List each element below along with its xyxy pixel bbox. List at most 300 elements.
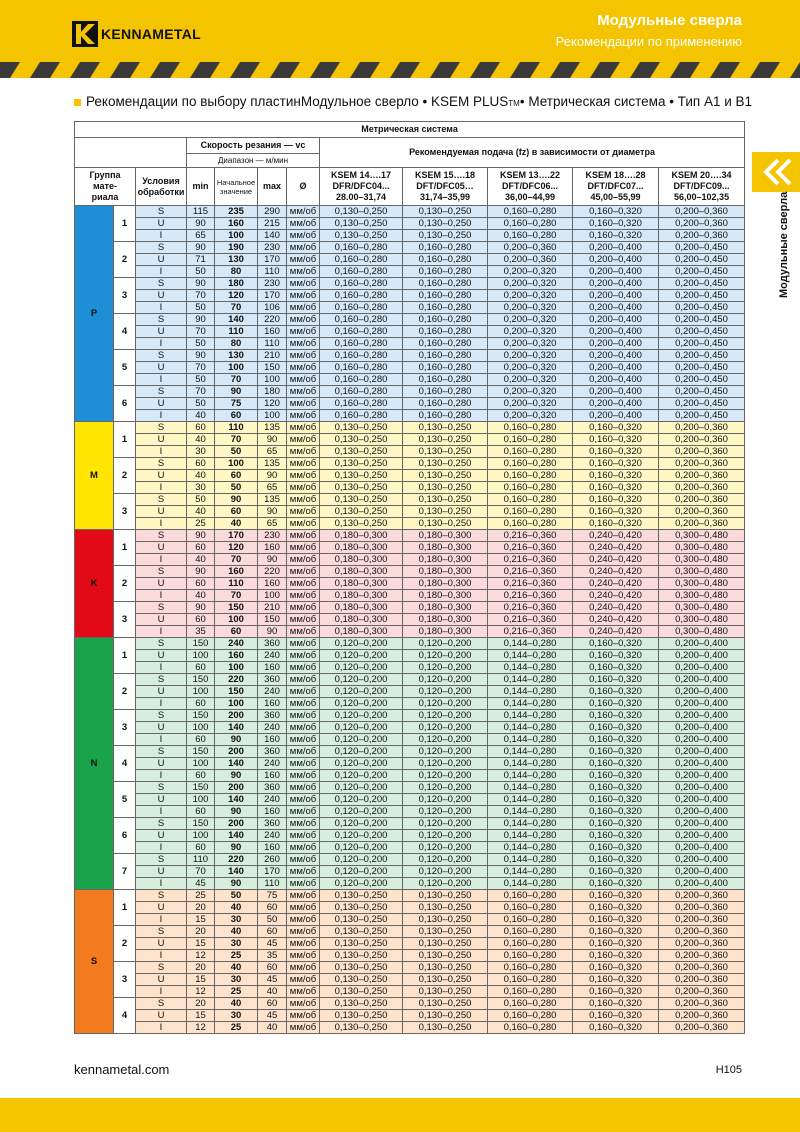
vc-min-cell: 12 <box>187 986 215 998</box>
feed-cell: 0,160–0,280 <box>488 518 573 530</box>
unit-cell: мм/об <box>287 554 320 566</box>
feed-cell: 0,130–0,250 <box>320 890 403 902</box>
feed-cell: 0,130–0,250 <box>403 914 488 926</box>
feed-cell: 0,240–0,420 <box>573 626 659 638</box>
diameter-range-1-header: KSEM 14….17 DFR/DFC04... 28.00–31,74 <box>320 168 403 206</box>
table-row <box>75 974 745 986</box>
feed-cell: 0,160–0,320 <box>573 782 659 794</box>
vc-start-cell: 90 <box>215 386 258 398</box>
feed-cell: 0,216–0,360 <box>488 566 573 578</box>
vc-max-cell: 100 <box>258 374 287 386</box>
vc-min-cell: 20 <box>187 998 215 1010</box>
unit-cell: мм/об <box>287 950 320 962</box>
vc-min-cell: 150 <box>187 782 215 794</box>
feed-cell: 0,200–0,400 <box>573 266 659 278</box>
feed-cell: 0,160–0,320 <box>573 1010 659 1022</box>
condition-cell: I <box>136 230 187 242</box>
feed-cell: 0,160–0,280 <box>488 230 573 242</box>
condition-cell: I <box>136 662 187 674</box>
condition-cell: S <box>136 530 187 542</box>
feed-cell: 0,200–0,320 <box>488 326 573 338</box>
feed-cell: 0,130–0,250 <box>403 974 488 986</box>
table-row <box>75 866 745 878</box>
unit-cell: мм/об <box>287 914 320 926</box>
condition-cell: U <box>136 758 187 770</box>
feed-cell: 0,130–0,250 <box>403 446 488 458</box>
vc-max-cell: 110 <box>258 266 287 278</box>
condition-cell: I <box>136 410 187 422</box>
vc-start-cell: 200 <box>215 818 258 830</box>
vc-start-cell: 100 <box>215 614 258 626</box>
vc-min-cell: 70 <box>187 866 215 878</box>
feed-cell: 0,160–0,280 <box>488 926 573 938</box>
feed-cell: 0,130–0,250 <box>403 494 488 506</box>
trademark: TM <box>508 99 520 108</box>
vc-min-cell: 30 <box>187 482 215 494</box>
feed-cell: 0,120–0,200 <box>320 722 403 734</box>
feed-cell: 0,160–0,280 <box>403 290 488 302</box>
vc-min-cell: 70 <box>187 362 215 374</box>
feed-cell: 0,160–0,280 <box>488 998 573 1010</box>
feed-cell: 0,130–0,250 <box>320 218 403 230</box>
vc-min-cell: 60 <box>187 770 215 782</box>
kennametal-logo[interactable] <box>72 18 201 50</box>
diameter-range-2-header: KSEM 15….18 DFT/DFC05… 31,74–35,99 <box>403 168 488 206</box>
header-stripes <box>0 62 800 78</box>
feed-cell: 0,200–0,320 <box>488 302 573 314</box>
unit-cell: мм/об <box>287 566 320 578</box>
feed-cell: 0,180–0,300 <box>403 554 488 566</box>
condition-cell: S <box>136 566 187 578</box>
feed-cell: 0,120–0,200 <box>320 830 403 842</box>
table-row <box>75 698 745 710</box>
chevron-left-icon <box>758 158 798 186</box>
vc-max-cell: 215 <box>258 218 287 230</box>
feed-cell: 0,160–0,320 <box>573 482 659 494</box>
feed-cell: 0,144–0,280 <box>488 842 573 854</box>
vc-max-cell: 220 <box>258 314 287 326</box>
vc-min-cell: 20 <box>187 902 215 914</box>
vc-max-cell: 110 <box>258 338 287 350</box>
unit-cell: мм/об <box>287 962 320 974</box>
feed-cell: 0,160–0,320 <box>573 842 659 854</box>
feed-cell: 0,160–0,280 <box>320 410 403 422</box>
feed-cell: 0,130–0,250 <box>403 518 488 530</box>
feed-cell: 0,180–0,300 <box>320 590 403 602</box>
unit-cell: мм/об <box>287 686 320 698</box>
feed-cell: 0,160–0,280 <box>488 1022 573 1034</box>
feed-cell: 0,160–0,320 <box>573 518 659 530</box>
feed-cell: 0,120–0,200 <box>320 758 403 770</box>
feed-cell: 0,240–0,420 <box>573 602 659 614</box>
feed-cell: 0,120–0,200 <box>320 638 403 650</box>
feed-cell: 0,200–0,360 <box>659 482 745 494</box>
feed-cell: 0,120–0,200 <box>403 782 488 794</box>
unit-cell: мм/об <box>287 866 320 878</box>
feed-cell: 0,200–0,320 <box>488 386 573 398</box>
feed-cell: 0,130–0,250 <box>320 458 403 470</box>
feed-cell: 0,200–0,360 <box>659 986 745 998</box>
feed-cell: 0,120–0,200 <box>403 674 488 686</box>
feed-cell: 0,200–0,450 <box>659 326 745 338</box>
feed-cell: 0,240–0,420 <box>573 530 659 542</box>
feed-cell: 0,160–0,280 <box>488 506 573 518</box>
unit-cell: мм/об <box>287 926 320 938</box>
vc-max-cell: 170 <box>258 254 287 266</box>
vc-start-cell: 240 <box>215 638 258 650</box>
feed-cell: 0,160–0,320 <box>573 722 659 734</box>
feed-cell: 0,200–0,360 <box>659 938 745 950</box>
vc-min-cell: 50 <box>187 338 215 350</box>
feed-cell: 0,200–0,400 <box>659 710 745 722</box>
feed-cell: 0,160–0,320 <box>573 650 659 662</box>
feed-cell: 0,160–0,280 <box>488 458 573 470</box>
vc-max-cell: 210 <box>258 350 287 362</box>
feed-cell: 0,160–0,320 <box>573 974 659 986</box>
condition-cell: U <box>136 434 187 446</box>
footer-url[interactable]: kennametal.com <box>74 1062 170 1077</box>
condition-cell: U <box>136 218 187 230</box>
vc-start-cell: 50 <box>215 482 258 494</box>
vc-max-cell: 170 <box>258 866 287 878</box>
feed-cell: 0,200–0,450 <box>659 302 745 314</box>
feed-cell: 0,200–0,320 <box>488 314 573 326</box>
condition-cell: I <box>136 878 187 890</box>
vc-start-cell: 25 <box>215 950 258 962</box>
vc-max-cell: 65 <box>258 518 287 530</box>
feed-cell: 0,160–0,280 <box>320 398 403 410</box>
unit-cell: мм/об <box>287 542 320 554</box>
feed-cell: 0,200–0,400 <box>573 374 659 386</box>
vc-max-cell: 110 <box>258 878 287 890</box>
table-row <box>75 482 745 494</box>
feed-cell: 0,160–0,280 <box>403 266 488 278</box>
table-row <box>75 206 745 218</box>
feed-cell: 0,130–0,250 <box>320 506 403 518</box>
condition-cell: S <box>136 782 187 794</box>
feed-cell: 0,180–0,300 <box>403 602 488 614</box>
feed-cell: 0,216–0,360 <box>488 602 573 614</box>
vc-start-cell: 170 <box>215 530 258 542</box>
vc-max-cell: 90 <box>258 470 287 482</box>
section-bullet-icon <box>74 99 81 106</box>
feed-cell: 0,160–0,320 <box>573 878 659 890</box>
feed-cell: 0,200–0,320 <box>488 338 573 350</box>
feed-cell: 0,120–0,200 <box>403 806 488 818</box>
feed-cell: 0,130–0,250 <box>320 206 403 218</box>
feed-cell: 0,160–0,320 <box>573 734 659 746</box>
table-row <box>75 746 745 758</box>
vc-start-cell: 90 <box>215 734 258 746</box>
vc-start-cell: 40 <box>215 518 258 530</box>
feed-cell: 0,180–0,300 <box>403 530 488 542</box>
feed-cell: 0,200–0,400 <box>659 698 745 710</box>
feed-cell: 0,130–0,250 <box>403 902 488 914</box>
vc-start-cell: 60 <box>215 626 258 638</box>
feed-cell: 0,160–0,280 <box>403 410 488 422</box>
condition-cell: U <box>136 470 187 482</box>
feed-cell: 0,130–0,250 <box>320 482 403 494</box>
condition-cell: I <box>136 518 187 530</box>
feed-cell: 0,160–0,280 <box>320 242 403 254</box>
feed-cell: 0,160–0,320 <box>573 206 659 218</box>
feed-cell: 0,130–0,250 <box>320 494 403 506</box>
condition-cell: S <box>136 710 187 722</box>
group-header <box>75 168 136 206</box>
feed-cell: 0,130–0,250 <box>320 950 403 962</box>
unit-cell: мм/об <box>287 458 320 470</box>
feed-cell: 0,120–0,200 <box>403 686 488 698</box>
feed-cell: 0,200–0,450 <box>659 410 745 422</box>
vc-min-cell: 50 <box>187 266 215 278</box>
feed-cell: 0,160–0,280 <box>403 362 488 374</box>
diameter-header: Ø <box>287 168 320 206</box>
vc-min-cell: 35 <box>187 626 215 638</box>
unit-cell: мм/об <box>287 986 320 998</box>
vc-min-cell: 150 <box>187 818 215 830</box>
material-subgroup-cell: 5 <box>114 782 136 818</box>
feed-cell: 0,200–0,400 <box>659 794 745 806</box>
vc-max-cell: 135 <box>258 422 287 434</box>
feed-cell: 0,160–0,320 <box>573 818 659 830</box>
condition-cell: U <box>136 938 187 950</box>
table-row <box>75 458 745 470</box>
feed-cell: 0,160–0,320 <box>573 962 659 974</box>
table-row <box>75 374 745 386</box>
vc-start-cell: 200 <box>215 782 258 794</box>
feed-cell: 0,130–0,250 <box>403 938 488 950</box>
vc-start-cell: 180 <box>215 278 258 290</box>
vc-max-cell: 360 <box>258 638 287 650</box>
condition-cell: I <box>136 806 187 818</box>
feed-cell: 0,144–0,280 <box>488 770 573 782</box>
feed-cell: 0,130–0,250 <box>320 446 403 458</box>
vc-max-cell: 160 <box>258 698 287 710</box>
condition-cell: U <box>136 830 187 842</box>
feed-cell: 0,200–0,400 <box>659 662 745 674</box>
unit-cell: мм/об <box>287 254 320 266</box>
vc-min-cell: 50 <box>187 494 215 506</box>
vc-min-cell: 45 <box>187 878 215 890</box>
feed-cell: 0,160–0,280 <box>488 422 573 434</box>
feed-cell: 0,200–0,360 <box>659 446 745 458</box>
feed-cell: 0,160–0,280 <box>403 398 488 410</box>
feed-cell: 0,180–0,300 <box>320 614 403 626</box>
vc-min-cell: 40 <box>187 590 215 602</box>
condition-cell: S <box>136 674 187 686</box>
feed-cell: 0,200–0,360 <box>659 902 745 914</box>
material-subgroup-cell: 4 <box>114 314 136 350</box>
feed-cell: 0,200–0,360 <box>659 218 745 230</box>
feed-cell: 0,200–0,400 <box>659 638 745 650</box>
feed-cell: 0,200–0,400 <box>573 254 659 266</box>
condition-cell: S <box>136 422 187 434</box>
material-subgroup-cell: 3 <box>114 278 136 314</box>
feed-cell: 0,130–0,250 <box>403 230 488 242</box>
material-subgroup-cell: 2 <box>114 674 136 710</box>
vc-start-cell: 190 <box>215 242 258 254</box>
vc-max-cell: 160 <box>258 578 287 590</box>
table-row <box>75 554 745 566</box>
unit-cell: мм/об <box>287 602 320 614</box>
feed-cell: 0,130–0,250 <box>403 206 488 218</box>
vc-min-cell: 40 <box>187 554 215 566</box>
feed-cell: 0,180–0,300 <box>403 626 488 638</box>
vc-min-cell: 50 <box>187 374 215 386</box>
vc-min-cell: 15 <box>187 974 215 986</box>
feed-cell: 0,200–0,400 <box>659 842 745 854</box>
unit-cell: мм/об <box>287 206 320 218</box>
feed-cell: 0,180–0,300 <box>320 554 403 566</box>
vc-max-cell: 106 <box>258 302 287 314</box>
feed-cell: 0,200–0,400 <box>573 302 659 314</box>
vc-max-cell: 180 <box>258 386 287 398</box>
table-row <box>75 446 745 458</box>
feed-header: Рекомендуемая подача (fz) в зависимости от диаметра <box>320 138 745 168</box>
feed-cell: 0,200–0,400 <box>573 278 659 290</box>
vc-min-cell: 90 <box>187 242 215 254</box>
condition-cell: S <box>136 998 187 1010</box>
vc-start-cell: 120 <box>215 290 258 302</box>
feed-cell: 0,160–0,280 <box>320 362 403 374</box>
feed-cell: 0,200–0,450 <box>659 278 745 290</box>
vc-max-cell: 65 <box>258 446 287 458</box>
feed-cell: 0,120–0,200 <box>403 734 488 746</box>
condition-cell: S <box>136 818 187 830</box>
feed-cell: 0,200–0,320 <box>488 266 573 278</box>
feed-cell: 0,160–0,280 <box>320 350 403 362</box>
condition-cell: I <box>136 770 187 782</box>
feed-cell: 0,160–0,280 <box>403 338 488 350</box>
table-row <box>75 290 745 302</box>
vc-start-cell: 120 <box>215 542 258 554</box>
feed-cell: 0,200–0,400 <box>573 362 659 374</box>
feed-cell: 0,200–0,360 <box>659 506 745 518</box>
unit-cell: мм/об <box>287 446 320 458</box>
unit-cell: мм/об <box>287 698 320 710</box>
vc-start-cell: 60 <box>215 470 258 482</box>
feed-cell: 0,144–0,280 <box>488 854 573 866</box>
vc-max-cell: 240 <box>258 722 287 734</box>
vc-max-cell: 290 <box>258 206 287 218</box>
unit-cell: мм/об <box>287 590 320 602</box>
feed-cell: 0,160–0,320 <box>573 950 659 962</box>
table-row <box>75 230 745 242</box>
feed-cell: 0,160–0,280 <box>320 302 403 314</box>
page-title: Модульные сверла <box>597 12 742 29</box>
feed-cell: 0,120–0,200 <box>403 878 488 890</box>
feed-cell: 0,200–0,360 <box>659 1010 745 1022</box>
feed-cell: 0,160–0,280 <box>320 386 403 398</box>
unit-cell: мм/об <box>287 362 320 374</box>
feed-cell: 0,160–0,320 <box>573 422 659 434</box>
feed-cell: 0,120–0,200 <box>320 686 403 698</box>
side-tab[interactable] <box>752 152 800 192</box>
table-row <box>75 314 745 326</box>
feed-cell: 0,130–0,250 <box>403 962 488 974</box>
feed-cell: 0,144–0,280 <box>488 866 573 878</box>
vc-min-cell: 90 <box>187 602 215 614</box>
vc-start-cell: 140 <box>215 314 258 326</box>
feed-cell: 0,200–0,360 <box>659 494 745 506</box>
feed-cell: 0,160–0,320 <box>573 662 659 674</box>
feed-cell: 0,200–0,400 <box>573 398 659 410</box>
unit-cell: мм/об <box>287 266 320 278</box>
vc-start-cell: 90 <box>215 842 258 854</box>
vc-min-cell: 20 <box>187 962 215 974</box>
unit-cell: мм/об <box>287 470 320 482</box>
vc-start-cell: 70 <box>215 374 258 386</box>
unit-cell: мм/об <box>287 1022 320 1034</box>
vc-min-cell: 100 <box>187 794 215 806</box>
vc-min-cell: 100 <box>187 686 215 698</box>
conditions-header-text: Условия обработки <box>137 175 185 197</box>
condition-cell: I <box>136 374 187 386</box>
feed-cell: 0,240–0,420 <box>573 578 659 590</box>
feed-cell: 0,240–0,420 <box>573 542 659 554</box>
condition-cell: I <box>136 626 187 638</box>
feed-cell: 0,160–0,280 <box>403 386 488 398</box>
table-row <box>75 734 745 746</box>
table-row <box>75 566 745 578</box>
table-row <box>75 626 745 638</box>
feed-cell: 0,200–0,320 <box>488 374 573 386</box>
condition-cell: I <box>136 986 187 998</box>
feed-cell: 0,200–0,360 <box>659 470 745 482</box>
table-row <box>75 890 745 902</box>
condition-cell: I <box>136 482 187 494</box>
feed-cell: 0,200–0,400 <box>659 650 745 662</box>
material-subgroup-cell: 1 <box>114 422 136 458</box>
table-row <box>75 662 745 674</box>
unit-cell: мм/об <box>287 218 320 230</box>
feed-cell: 0,120–0,200 <box>403 854 488 866</box>
vc-min-cell: 71 <box>187 254 215 266</box>
vc-max-cell: 160 <box>258 734 287 746</box>
feed-cell: 0,130–0,250 <box>320 470 403 482</box>
condition-cell: U <box>136 866 187 878</box>
vc-start-cell: 80 <box>215 266 258 278</box>
vc-start-cell: 235 <box>215 206 258 218</box>
material-subgroup-cell: 3 <box>114 962 136 998</box>
system-header: Метрическая система <box>75 122 745 138</box>
feed-cell: 0,160–0,320 <box>573 686 659 698</box>
feed-cell: 0,200–0,400 <box>659 674 745 686</box>
condition-cell: S <box>136 206 187 218</box>
feed-cell: 0,144–0,280 <box>488 734 573 746</box>
vc-max-cell: 240 <box>258 794 287 806</box>
feed-cell: 0,130–0,250 <box>403 890 488 902</box>
feed-cell: 0,200–0,450 <box>659 242 745 254</box>
vc-min-cell: 60 <box>187 458 215 470</box>
material-subgroup-cell: 2 <box>114 242 136 278</box>
vc-min-cell: 30 <box>187 446 215 458</box>
conditions-header <box>136 168 187 206</box>
vc-min-cell: 110 <box>187 854 215 866</box>
vc-start-cell: 90 <box>215 806 258 818</box>
vc-min-cell: 15 <box>187 1010 215 1022</box>
vc-max-cell: 160 <box>258 770 287 782</box>
vc-max-cell: 50 <box>258 914 287 926</box>
condition-cell: I <box>136 590 187 602</box>
section-title-rest: • Метрическая система • Тип A1 и B1 <box>519 94 753 109</box>
feed-cell: 0,200–0,400 <box>573 290 659 302</box>
feed-cell: 0,160–0,320 <box>573 230 659 242</box>
table-row <box>75 302 745 314</box>
feed-cell: 0,200–0,360 <box>659 890 745 902</box>
unit-cell: мм/об <box>287 494 320 506</box>
vc-min-cell: 90 <box>187 278 215 290</box>
